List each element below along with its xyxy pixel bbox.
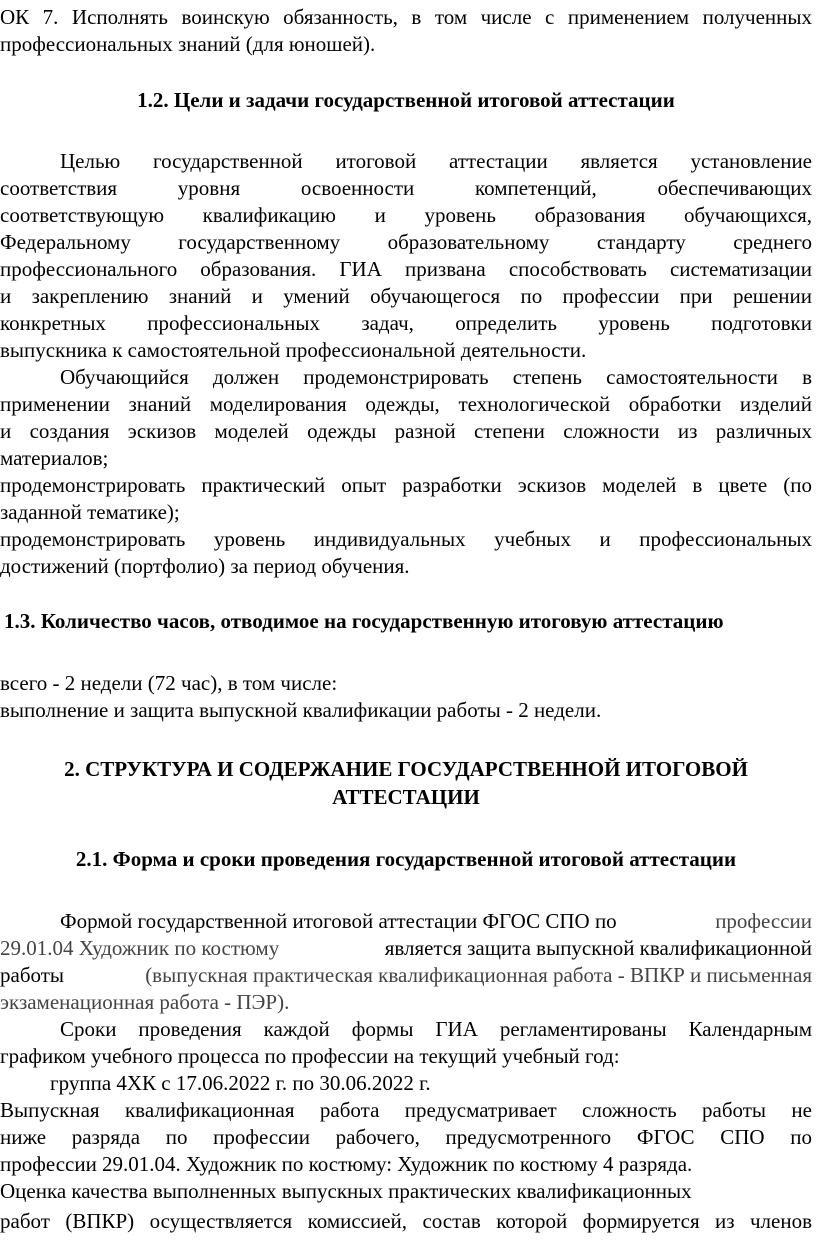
goal-paragraph-line: выпускника к самостоятельной профессиональной деятельности. xyxy=(0,338,587,362)
form-line-1-profession: профессии xyxy=(715,909,812,933)
section-2-1-heading: 2.1. Форма и сроки проведения государственной итоговой аттестации xyxy=(75,847,737,871)
section-1-3-heading: 1.3. Количество часов, отводимое на государственную итоговую аттестацию xyxy=(4,609,724,633)
vkr-line-2: ниже разряда по профессии рабочего, предусмотренного ФГОС СПО по xyxy=(0,1125,812,1149)
goal-paragraph-line: и закреплению знаний и умений обучающегося по профессии при решении xyxy=(0,284,812,308)
vkr-line-3: профессии 29.01.04. Художник по костюму: Художник по костюму 4 разряда. xyxy=(0,1152,693,1176)
form-line-1-text: Формой государственной итоговой аттестации ФГОС СПО по xyxy=(60,909,617,933)
form-line-3 xyxy=(0,962,812,989)
form-line-2-text: является защита выпускной квалификационной xyxy=(384,936,812,960)
student-paragraph-line: продемонстрировать практический опыт разработки эскизов моделей в цвете (по xyxy=(0,473,812,497)
student-paragraph-line: продемонстрировать уровень индивидуальных учебных и профессиональных xyxy=(0,527,812,551)
goal-paragraph-line: конкретных профессиональных задач, определить уровень подготовки xyxy=(0,311,812,335)
student-paragraph-line: Обучающийся должен продемонстрировать степень самостоятельности в xyxy=(60,365,812,389)
form-line-2 xyxy=(0,935,812,962)
assessment-line-2: работ (ВПКР) осуществляется комиссией, состав которой формируется из членов xyxy=(0,1209,812,1233)
goal-paragraph-line: Целью государственной итоговой аттестации является установление xyxy=(60,149,812,173)
group-dates-line: группа 4ХК с 17.06.2022 г. по 30.06.2022 г. xyxy=(50,1071,431,1095)
goal-paragraph-line: Федеральному государственному образовательному стандарту среднего xyxy=(0,230,812,254)
ok7-line-1: ОК 7. Исполнять воинскую обязанность, в том числе с применением полученных xyxy=(0,5,812,29)
ok7-line-2: профессиональных знаний (для юношей). xyxy=(0,32,376,56)
student-paragraph-line: материалов; xyxy=(0,446,109,470)
form-line-1 xyxy=(60,908,812,935)
vkr-line-1: Выпускная квалификационная работа предусматривает сложность работы не xyxy=(0,1098,812,1122)
student-paragraph-line: заданной тематике); xyxy=(0,500,180,524)
goal-paragraph-line: соответствующую квалификацию и уровень образования обучающихся, xyxy=(0,203,812,227)
profession-code: 29.01.04 Художник по костюму xyxy=(0,936,280,960)
hours-total-line: всего - 2 недели (72 час), в том числе: xyxy=(0,671,338,695)
section-2-heading-line-1: 2. СТРУКТУРА И СОДЕРЖАНИЕ ГОСУДАРСТВЕННОЙ ИТОГОВОЙ xyxy=(64,757,748,781)
form-line-3-text: работы xyxy=(0,963,65,987)
form-line-4: экзаменационная работа - ПЭР). xyxy=(0,990,290,1014)
student-paragraph-line: достижений (портфолио) за период обучения. xyxy=(0,554,410,578)
student-paragraph-line: применении знаний моделирования одежды, технологической обработки изделий xyxy=(0,392,812,416)
hours-defense-line: выполнение и защита выпускной квалификации работы - 2 недели. xyxy=(0,698,602,722)
dates-line-2: графиком учебного процесса по профессии на текущий учебный год: xyxy=(0,1044,620,1068)
goal-paragraph-line: соответствия уровня освоенности компетенций, обеспечивающих xyxy=(0,176,812,200)
assessment-line-1: Оценка качества выполненных выпускных практических квалификационных xyxy=(0,1179,692,1203)
section-2-heading-line-2: АТТЕСТАЦИИ xyxy=(332,785,480,809)
student-paragraph-line: и создания эскизов моделей одежды разной степени сложности из различных xyxy=(0,419,812,443)
dates-line-1: Сроки проведения каждой формы ГИА регламентированы Календарным xyxy=(60,1017,812,1041)
section-1-2-heading: 1.2. Цели и задачи государственной итоговой аттестации xyxy=(137,88,675,112)
form-line-3-note: (выпускная практическая квалификационная работа - ВПКР и письменная xyxy=(145,963,812,987)
goal-paragraph-line: профессионального образования. ГИА призвана способствовать систематизации xyxy=(0,257,812,281)
